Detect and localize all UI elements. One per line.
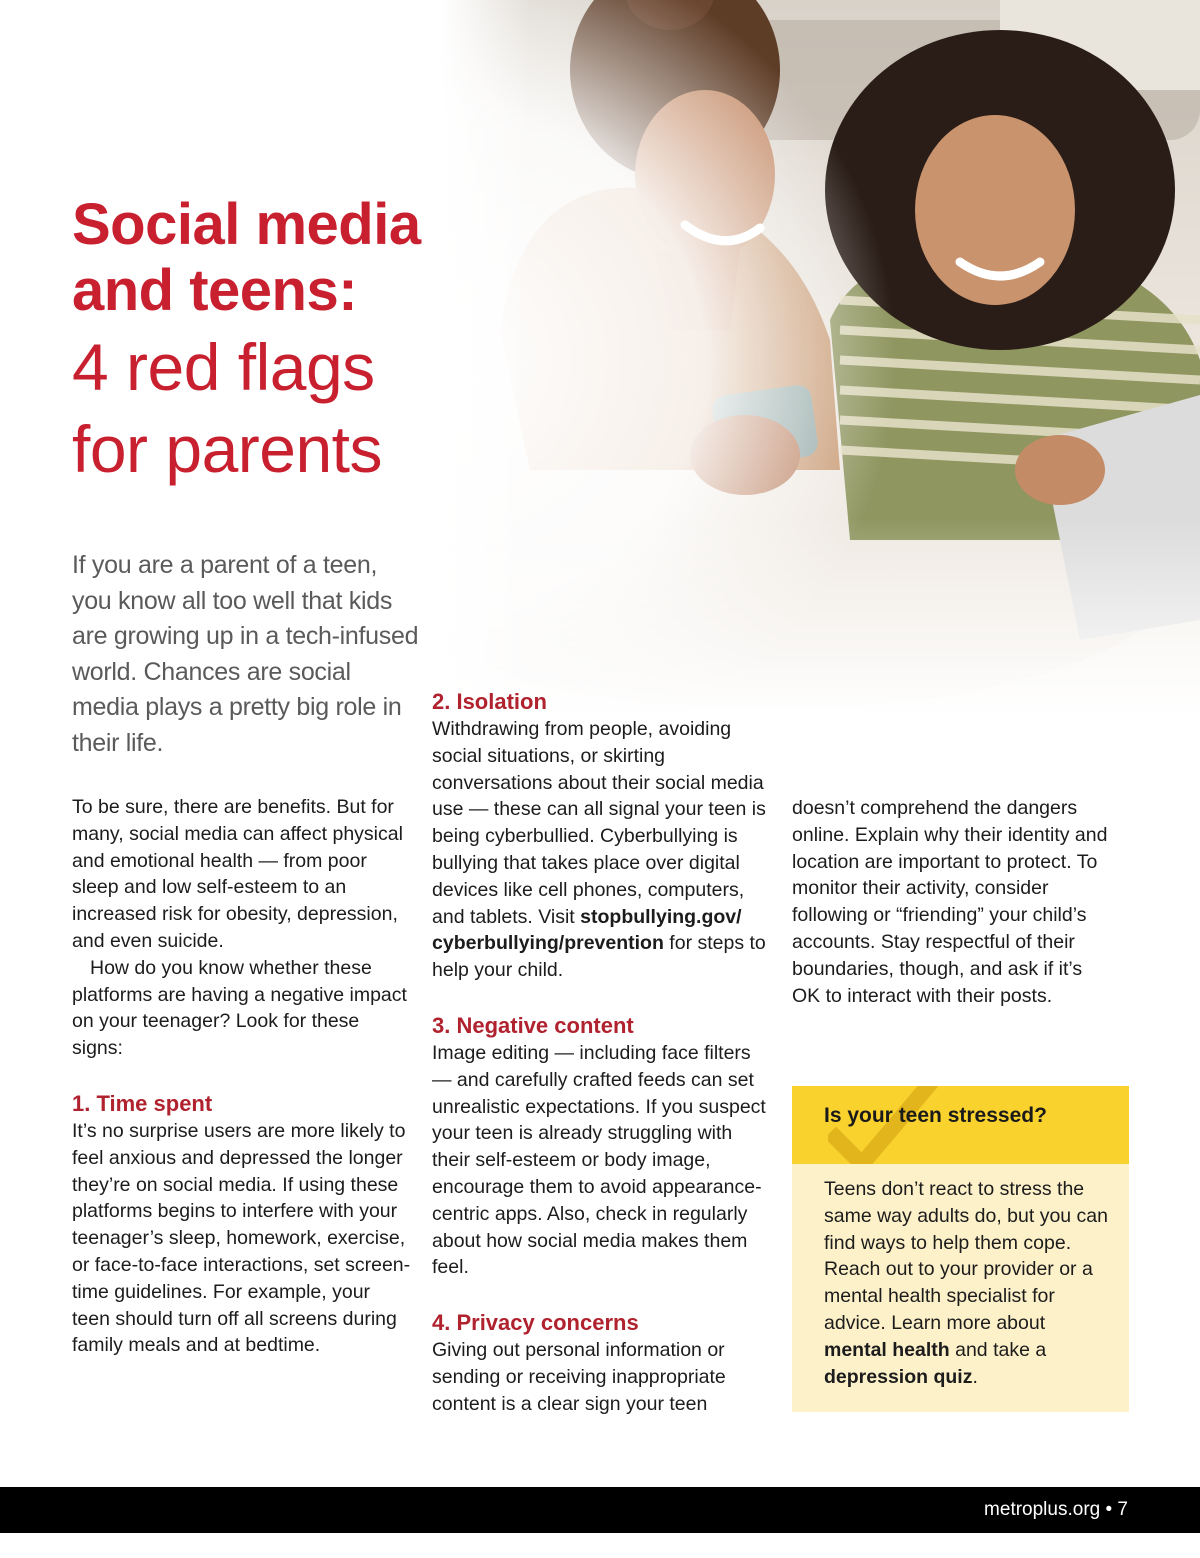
footer-url-page-number[interactable]: metroplus.org • 7	[984, 1499, 1128, 1520]
stress-callout	[792, 1086, 1129, 1412]
column-1	[72, 794, 412, 1359]
signs-paragraph: How do you know whether these platforms are having a negative impact on your teenager? Look for these signs:	[72, 956, 407, 1060]
title-bold-line-2: and teens:	[72, 258, 358, 323]
mental-health-link[interactable]: mental health	[824, 1338, 950, 1361]
stopbullying-link[interactable]: stopbullying.gov/ cyberbullying/prevention	[432, 905, 742, 955]
time-spent-text: It’s no surprise users are more likely to feel anxious and depressed the longer they’re on social media. If using these platforms begins to interfere with your teenager’s sleep, homework, exercise, or face-to-face interactions, set screen-time guidelines. For example, your teen should turn off all screens during family meals and at bedtime.	[72, 1119, 411, 1357]
callout-header	[792, 1086, 1129, 1164]
heading-time-spent: 1. Time spent	[72, 1090, 213, 1116]
title-light-line-2: for parents	[72, 412, 382, 486]
intro-paragraph: If you are a parent of a teen, you know all too well that kids are growing up in a tech-infused world. Chances are social media plays a pretty big role in their life.	[72, 551, 419, 757]
title-light-line-1: 4 red flags	[72, 330, 375, 404]
heading-privacy-concerns: 4. Privacy concerns	[432, 1310, 639, 1336]
footer-bar	[0, 1487, 1200, 1533]
privacy-continued-text: doesn’t comprehend the dangers online. Explain why their identity and location are important to protect. To monitor their activity, consider following or “friending” your child’s accounts. Stay respectful of their boundaries, though, and ask if it’s OK to interact with their posts.	[792, 797, 1108, 1007]
page-title	[72, 192, 542, 488]
column-2	[432, 688, 772, 1418]
negative-content-text: Image editing — including face filters — and carefully crafted feeds can set unrealistic expectations. If you suspect your teen is already struggling with their self-esteem or body image, encourage them to avoid appearance-centric apps. Also, check in regularly about how social media makes them feel.	[432, 1041, 766, 1279]
callout-title: Is your teen stressed?	[824, 1104, 1047, 1127]
column-3	[792, 795, 1112, 1009]
hero-photo	[440, 0, 1200, 720]
isolation-text: Withdrawing from people, avoiding social situations, or skirting conversations about their social media use — these can all signal your teen is being cyberbullied. Cyberbullying is bullying that takes place over digital devices like cell phones, computers, and tablets. Visit stopbullying.gov/ cyberbullying/prevention for steps to help your child.	[432, 718, 766, 982]
privacy-concerns-text: Giving out personal information or sending or receiving inappropriate content is a clear sign your teen	[432, 1339, 726, 1415]
heading-negative-content: 3. Negative content	[432, 1012, 634, 1038]
title-bold-line-1: Social media	[72, 192, 421, 257]
heading-isolation: 2. Isolation	[432, 689, 547, 714]
depression-quiz-link[interactable]: depression quiz	[824, 1365, 973, 1388]
callout-body: Teens don’t react to stress the same way adults do, but you can find ways to help them cope. Reach out to your provider or a mental health specialist for advice. Learn more about mental health and take a depression quiz.	[824, 1178, 1108, 1388]
benefits-paragraph: To be sure, there are benefits. But for many, social media can affect physical and emotional health — from poor sleep and low self-esteem to an increased risk for obesity, depression, and even suicide.	[72, 796, 403, 952]
